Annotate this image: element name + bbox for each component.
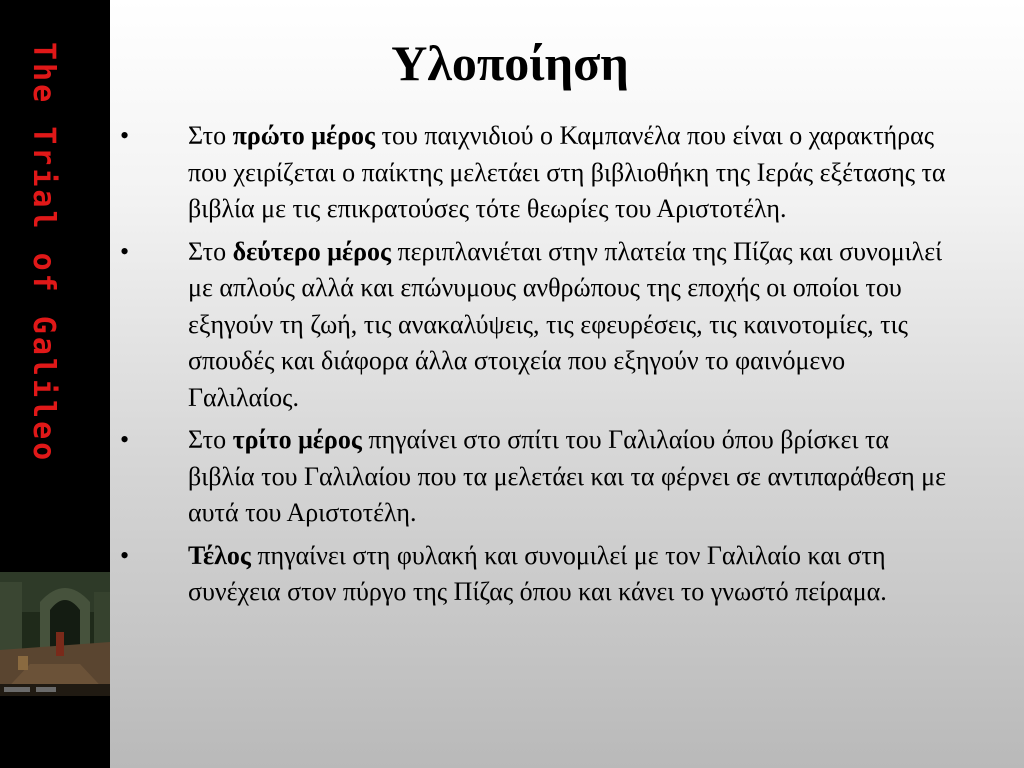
bullet-lead: Στο xyxy=(188,121,233,150)
bullet-icon: • xyxy=(120,121,130,150)
game-scene-image xyxy=(0,572,110,696)
bullet-item-ending xyxy=(120,538,950,611)
bullet-item-first-part xyxy=(120,118,950,228)
bullet-bold: τρίτο μέρος xyxy=(232,425,362,454)
bullet-item-third-part xyxy=(120,422,950,532)
slide-title: Υλοποίηση xyxy=(391,35,629,91)
bullet-rest: πηγαίνει στο σπίτι του Γαλιλαίου όπου βρίσκει τα βιβλία του Γαλιλαίου που τα μελετάει και τα φέρνει σε αντιπαράθεση με αυτά του Αριστοτέλη. xyxy=(188,425,947,527)
bullet-lead: Στο xyxy=(188,425,233,454)
bullet-rest: περιπλανιέται στην πλατεία της Πίζας και συνομιλεί με απλούς αλλά και επώνυμους ανθρώπους της εποχής οι οποίοι του εξηγούν τη ζωή, τις ανακαλύψεις, τις εφευρέσεις, τις καινοτομίες, τις σπουδές και διάφορα άλλα στοιχεία που εξηγούν το φαινόμενο Γαλιλαίος. xyxy=(188,236,943,412)
bullet-lead: Στο xyxy=(188,236,233,266)
bullet-item-second-part xyxy=(120,234,950,417)
bullet-rest: πηγαίνει στη φυλακή και συνομιλεί με τον Γαλιλαίο και στη συνέχεια στον πύργο της Πίζας όπου και κάνει το γνωστό πείραμα. xyxy=(188,540,887,606)
bullet-rest: του παιχνιδιού ο Καμπανέλα που είναι ο χαρακτήρας που χειρίζεται ο παίκτης μελετάει στη βιβλιοθήκη της Ιεράς εξέτασης τα βιβλία με τις επικρατούσες τότε θεωρίες του Αριστοτέλη. xyxy=(188,121,946,223)
bullet-icon: • xyxy=(120,425,130,454)
bullet-bold: Τέλος xyxy=(188,540,251,570)
sidebar-game-title: The Trial of Galileo xyxy=(26,42,61,464)
bullet-bold: πρώτο μέρος xyxy=(232,121,376,150)
bullet-icon: • xyxy=(120,236,130,266)
bullet-list xyxy=(120,118,950,617)
bullet-icon: • xyxy=(120,540,130,570)
bullet-bold: δεύτερο μέρος xyxy=(232,236,391,266)
sidebar xyxy=(0,0,110,768)
